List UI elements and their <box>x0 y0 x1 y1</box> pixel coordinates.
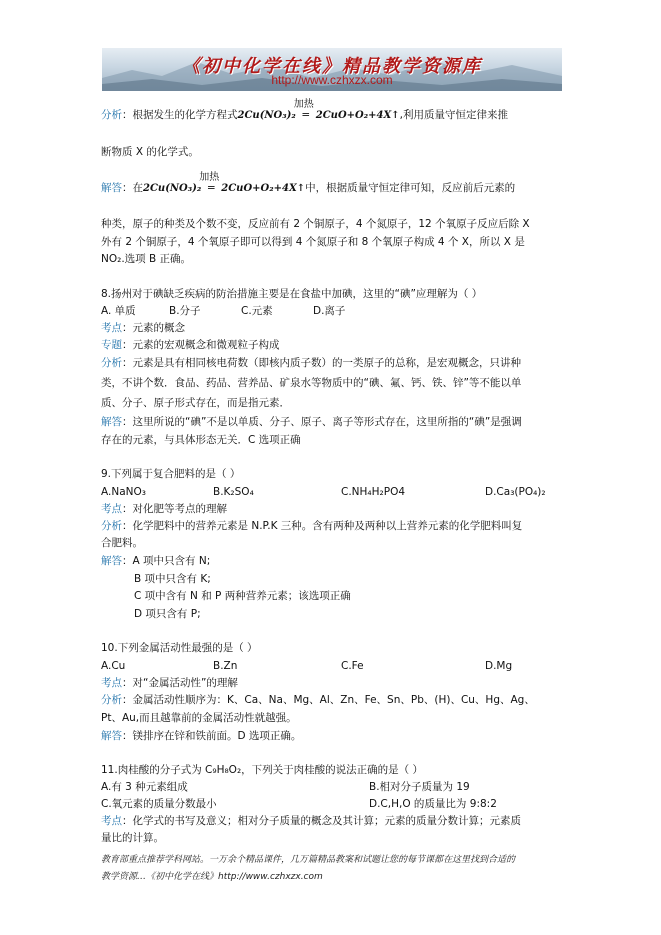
q9-question: 9.下列属于复合肥料的是（ ） <box>101 468 241 480</box>
q8-jieda-2: 存在的元素，与具体形态无关．C 选项正确 <box>101 434 301 446</box>
q9-option-b: B.K₂SO₄ <box>213 486 254 498</box>
q11-kaodian-1: 考点：化学式的书写及意义；相对分子质量的概念及其计算；元素的质量分数计算；元素质 <box>101 815 521 827</box>
q8-option-b: B.分子 <box>169 305 201 317</box>
analysis-prev-line1: 分析：根据发生的化学方程式2Cu(NO₃)₂ 加热 = 2CuO+O₂+4X↑,利用质量守恒定律来推 <box>101 99 508 121</box>
solution-prev-line2: 种类，原子的种类及个数不变，反应前有 2 个铜原子，4 个氮原子，12 个氧原子反应后除 X <box>101 218 530 230</box>
heat-condition: 加热 <box>293 99 314 110</box>
header-banner <box>102 48 562 91</box>
equation-left: 2Cu(NO₃)₂ <box>143 183 202 194</box>
q8-option-d: D.离子 <box>313 305 346 317</box>
q10-jieda: 解答：镁排序在锌和铁前面。D 选项正确。 <box>101 730 302 742</box>
q11-option-d: D.C,H,O 的质量比为 9:8:2 <box>369 798 497 810</box>
q11-option-a: A.有 3 种元素组成 <box>101 781 188 793</box>
q8-jieda-1: 解答：这里所说的“碘”不是以单质、分子、原子、离子等形式存在，这里所指的“碘”是强调 <box>101 416 522 428</box>
q8-option-a: A. 单质 <box>101 305 136 317</box>
q10-fenxi-2: Pt、Au,而且越靠前的金属活动性就越强。 <box>101 712 297 724</box>
q10-option-d: D.Mg <box>485 660 513 672</box>
q9-option-a: A.NaNO₃ <box>101 486 146 498</box>
equation-right: 2CuO+O₂+4X↑ <box>221 183 306 194</box>
footer-line-2[interactable]: 教学资源…《初中化学在线》http://www.czhxzx.com <box>101 872 323 882</box>
q10-option-b: B.Zn <box>213 660 238 672</box>
q8-fenxi-1: 分析：元素是具有相同核电荷数（即核内质子数）的一类原子的总称，是宏观概念，只讲种 <box>101 357 521 369</box>
q10-option-c: C.Fe <box>341 660 364 672</box>
q11-option-b: B.相对分子质量为 19 <box>369 781 470 793</box>
q10-kaodian: 考点：对“金属活动性”的理解 <box>101 677 238 689</box>
banner-url[interactable]: http://www.czhxzx.com <box>271 73 393 87</box>
q10-option-a: A.Cu <box>101 660 126 672</box>
q10-question: 10.下列金属活动性最强的是（ ） <box>101 642 258 654</box>
equation-left: 2Cu(NO₃)₂ <box>237 110 296 121</box>
q8-question: 8.扬州对于碘缺乏疾病的防治措施主要是在食盐中加碘，这里的“碘”应理解为（ ） <box>101 288 483 300</box>
q9-jieda-1: 解答：A 项中只含有 N; <box>101 555 211 567</box>
q9-jieda-2: B 项中只含有 K; <box>134 573 211 585</box>
q8-fenxi-2: 类，不讲个数．食品、药品、营养品、矿泉水等物质中的“碘、氟、钙、铁、锌”等不能以单 <box>101 377 522 389</box>
solution-prev-line1: 解答：在2Cu(NO₃)₂ 加热 = 2CuO+O₂+4X↑中，根据质量守恒定律可知，反应前后元素的 <box>101 172 516 194</box>
q8-option-c: C.元素 <box>241 305 273 317</box>
solution-label: 解答 <box>101 182 122 194</box>
q8-kaodian: 考点：元素的概念 <box>101 322 185 334</box>
q9-kaodian: 考点：对化肥等考点的理解 <box>101 503 227 515</box>
q8-zhuanti: 专题：元素的宏观概念和微观粒子构成 <box>101 339 280 351</box>
equation-right: 2CuO+O₂+4X↑ <box>315 110 400 121</box>
q11-question: 11.肉桂酸的分子式为 C₉H₈O₂，下列关于肉桂酸的说法正确的是（ ） <box>101 764 423 776</box>
q10-fenxi-1: 分析：金属活动性顺序为：K、Ca、Na、Mg、Al、Zn、Fe、Sn、Pb、(H)、Cu、Hg、Ag、 <box>101 694 535 706</box>
q9-option-d: D.Ca₃(PO₄)₂ <box>485 486 546 498</box>
q9-fenxi-2: 合肥料。 <box>101 537 143 549</box>
q9-fenxi-1: 分析：化学肥料中的营养元素是 N.P.K 三种。含有两种及两种以上营养元素的化学肥料叫复 <box>101 520 523 532</box>
analysis-label: 分析 <box>101 109 122 121</box>
q9-option-c: C.NH₄H₂PO4 <box>341 486 406 498</box>
analysis-prev-line2: 断物质 X 的化学式。 <box>101 146 199 158</box>
q9-jieda-4: D 项只含有 P; <box>134 608 201 620</box>
solution-prev-line3: 外有 2 个铜原子，4 个氧原子即可以得到 4 个氮原子和 8 个氧原子构成 4 个 X，所以 X 是 <box>101 236 525 248</box>
q11-kaodian-2: 量比的计算。 <box>101 832 164 844</box>
q11-option-c: C.氧元素的质量分数最小 <box>101 798 217 810</box>
solution-prev-line4: NO₂.选项 B 正确。 <box>101 253 192 265</box>
q9-jieda-3: C 项中含有 N 和 P 两种营养元素；该选项正确 <box>134 590 351 602</box>
banner-title: 《初中化学在线》精品教学资源库 <box>182 56 482 77</box>
q8-fenxi-3: 质、分子、原子形式存在，而是指元素． <box>101 397 290 409</box>
heat-condition: 加热 <box>199 172 220 183</box>
page-footer <box>101 852 571 886</box>
footer-line-1: 教育部重点推荐学科网站。一万余个精品课件，几万篇精品教案和试题让您的每节课都在这里找到合适的 <box>101 855 516 865</box>
